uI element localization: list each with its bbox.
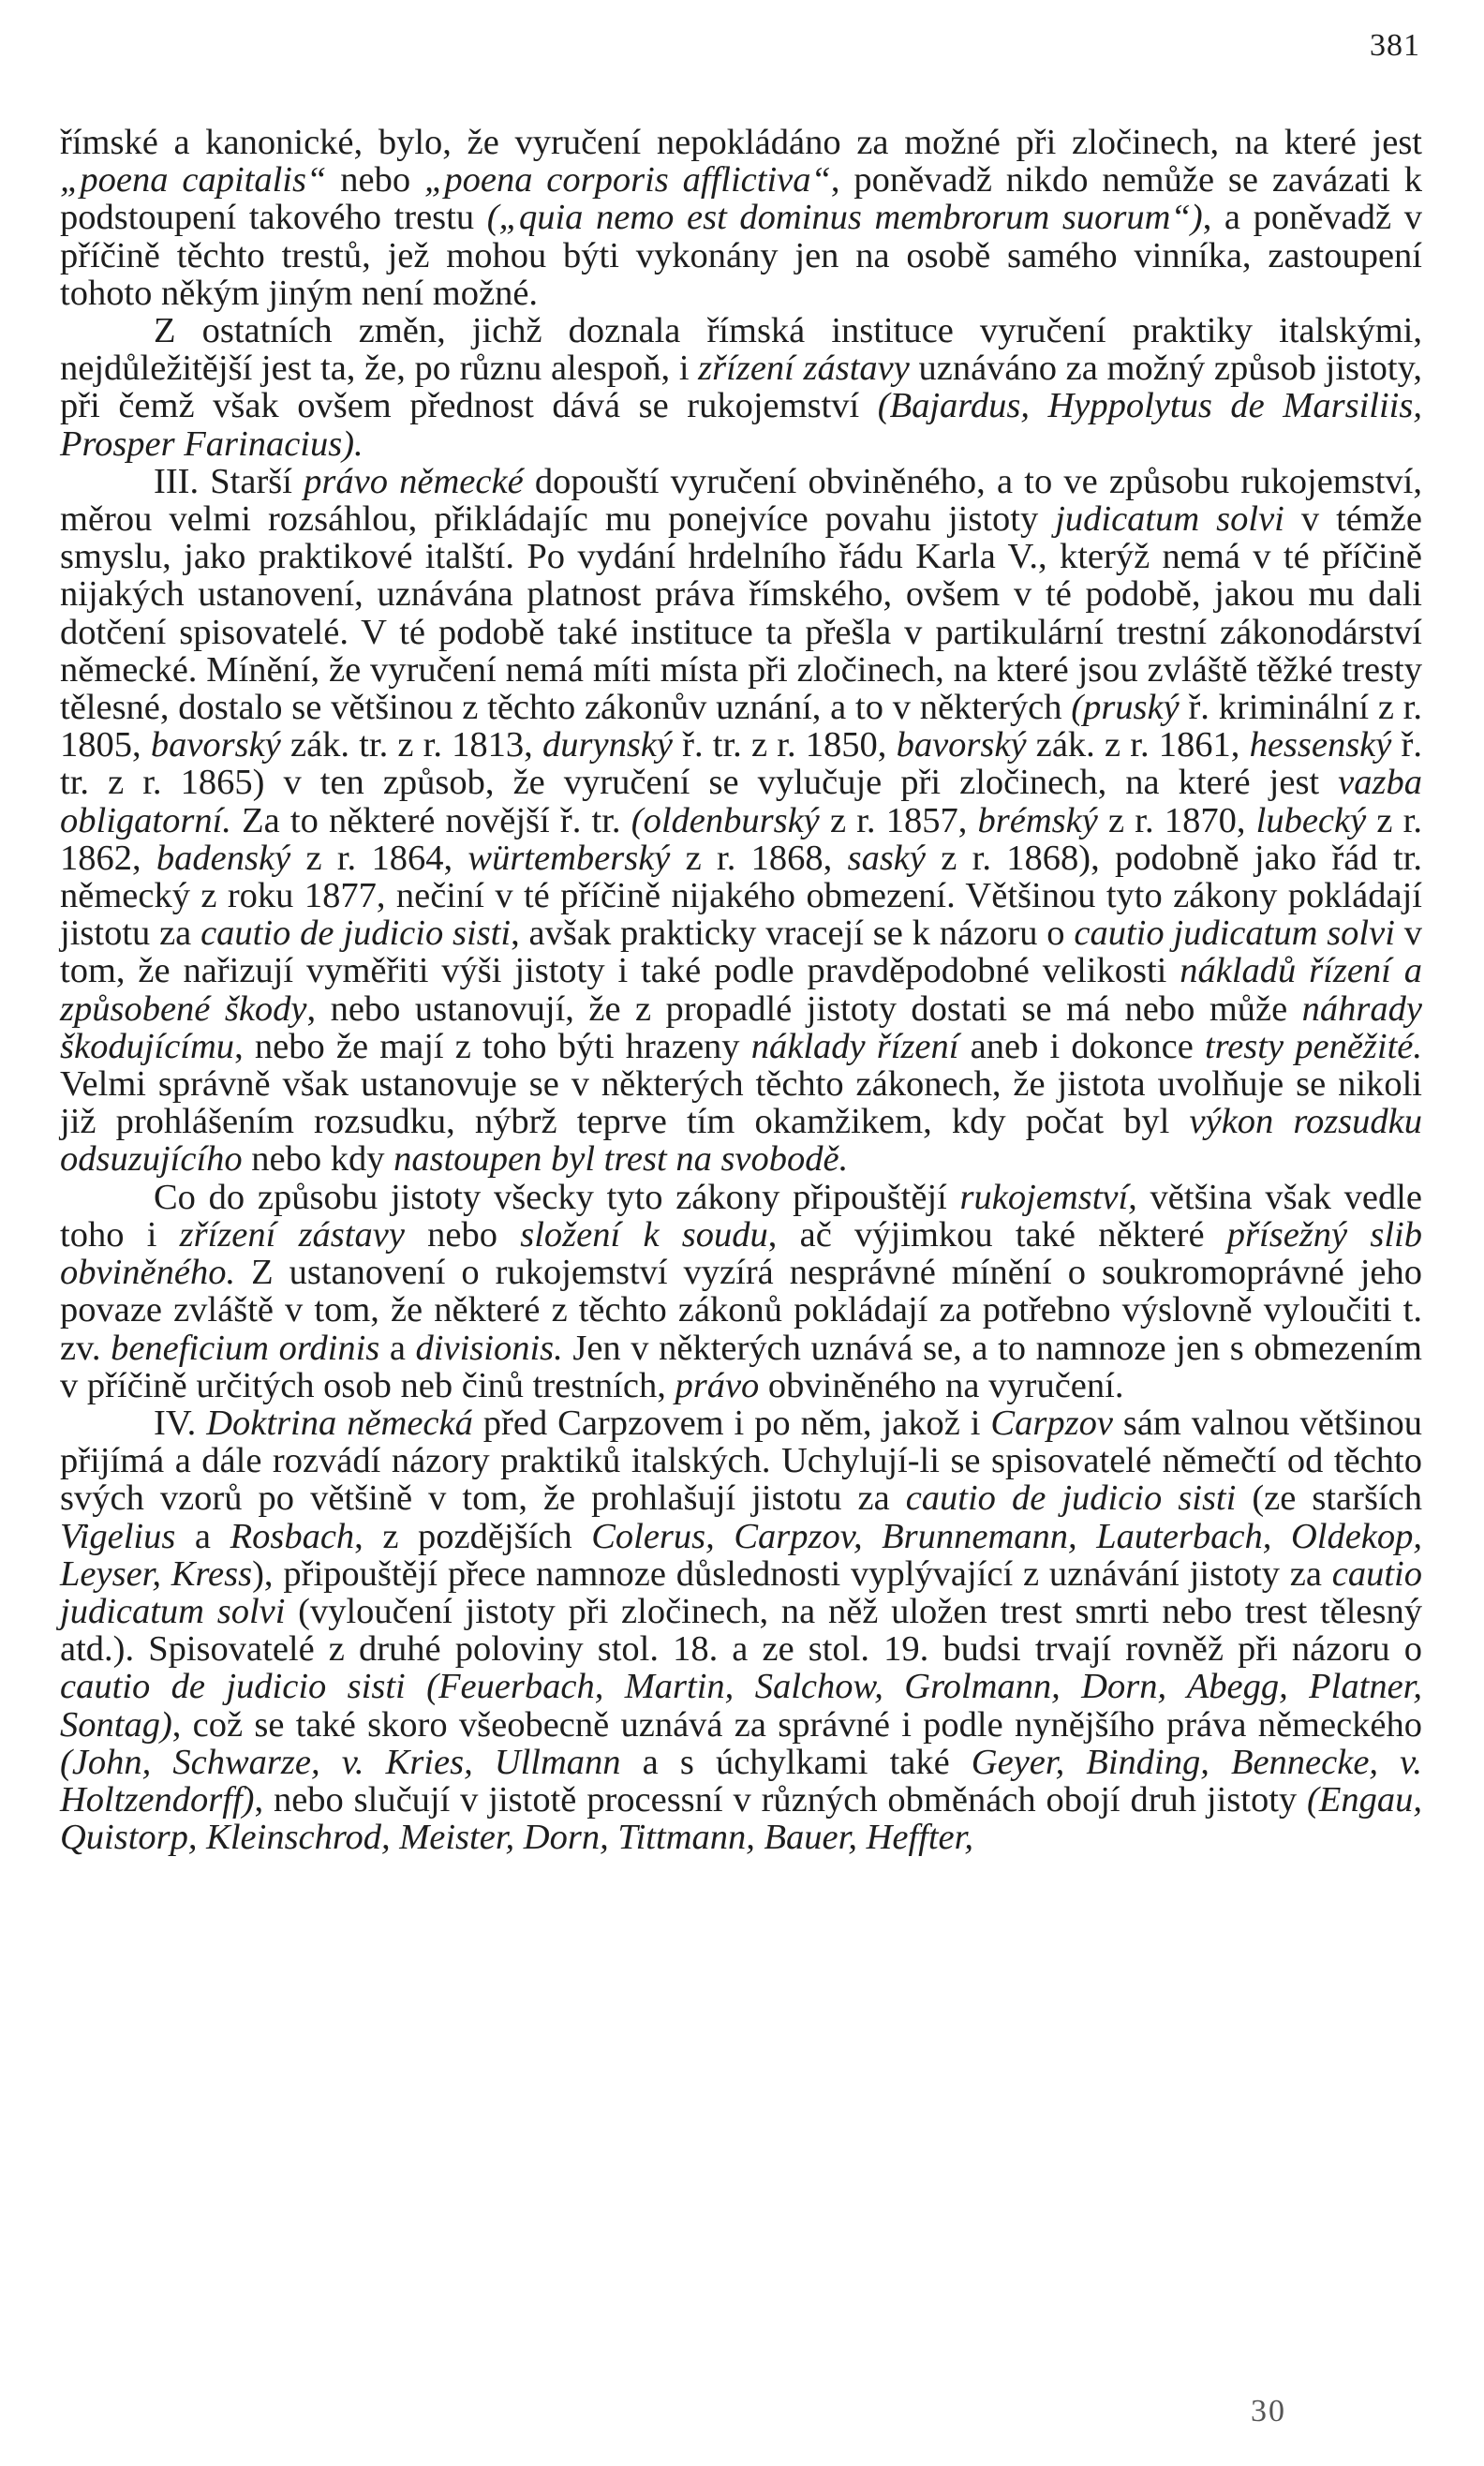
- text-run: ř. kriminální z r. 1805,: [60, 688, 1422, 765]
- italic-text: hessenský: [1249, 725, 1392, 765]
- italic-text: lubecký: [1255, 800, 1367, 840]
- text-run: a s úchylkami také: [620, 1742, 972, 1782]
- text-run: z r. 1864,: [290, 838, 468, 878]
- paragraph: [60, 312, 1422, 463]
- text-run: III. Starší: [154, 461, 304, 501]
- italic-text: vazba obligatorní.: [60, 763, 1422, 840]
- text-run: Velmi správně však ustanovuje se v některých těchto zákonech, že jistota uvolňuje se nikoli již prohlášením rozsudku, nýbrž teprve tím okamžikem, kdy počat byl: [60, 1064, 1422, 1142]
- italic-text: výkon rozsudku odsuzujícího: [60, 1102, 1423, 1180]
- text-run: IV.: [154, 1403, 207, 1443]
- text-run: z r. 1870,: [1097, 800, 1256, 840]
- italic-text: badenský: [156, 838, 291, 878]
- italic-text: právo německé: [304, 461, 524, 501]
- text-run: Za to některé novější ř. tr.: [230, 800, 631, 840]
- text-run: , nebo ustanovují, že z propadlé jistoty dostati se má nebo může: [306, 988, 1302, 1029]
- text-run: , poněvadž nikdo nemůže se zavázati k podstoupení takového trestu: [60, 160, 1423, 238]
- italic-text: judicatum solvi: [1055, 499, 1284, 540]
- text-run: z r. 1868), podobně jako řád tr. německý z roku 1877, nečiní v té příčině nijakého obmezení. Většinou tyto zákony pokládají jistotu za: [60, 838, 1422, 954]
- text-run: obviněného na vyručení.: [759, 1365, 1124, 1405]
- text-run: většina však vedle toho i: [60, 1177, 1422, 1255]
- text-run: (vyloučení jistoty při zločinech, na něž uložen trest smrti nebo trest tělesný atd.). Spisovatelé z druhé poloviny stol. 18. a ze stol. 19. budsi trvají rovněž při názoru o: [60, 1591, 1422, 1670]
- italic-text: bavorský: [150, 725, 281, 765]
- italic-text: náhrady škodujícímu: [60, 988, 1422, 1066]
- text-run: , což se také skoro všeobecně uznává za správné i podle nynějšího práva německého: [171, 1704, 1422, 1745]
- text-run: v témže smyslu, jako praktikové italští. Po vydání hrdelního řádu Karla V., kterýž nemá v té příčině nijakých ustanovení, uznávána platnost práva římského, ovšem v té podobě, jakou mu dali dotčení spisovatelé. V té podobě také instituce ta přešla v partikulární trestní zákonodárství německé. Mínění, že vyručení nemá míti místa při zločinech, na které jsou zvláště těžké tresty tělesné, dostalo se většinou z těchto zákonův uznání, a to v některých: [60, 499, 1422, 728]
- text-run: ř. tr. z r. 1865) v ten způsob, že vyručení se vylučuje při zločinech, na které jest: [60, 725, 1423, 803]
- italic-text: brémský: [977, 800, 1098, 840]
- italic-text: würtemberský: [467, 838, 671, 878]
- italic-text: cautio judicatum solvi: [1074, 914, 1395, 954]
- text-run: , a poněvadž v příčině těchto trestů, jež mohou býti vykonány jen na osobě samého vinníka, zastoupení tohoto někým jiným není možné.: [60, 198, 1423, 313]
- italic-text: právo: [675, 1365, 760, 1405]
- italic-text: Rosbach: [230, 1516, 355, 1556]
- italic-text: (John, Schwarze, v. Kries, Ullmann: [60, 1742, 621, 1782]
- italic-text: Carpzov: [990, 1403, 1113, 1443]
- italic-text: beneficium ordinis: [111, 1328, 380, 1368]
- text-run: a: [175, 1516, 230, 1556]
- italic-text: nákladů řízení a způsobené škody: [60, 951, 1422, 1029]
- italic-text: přísežný slib obviněného.: [60, 1214, 1422, 1293]
- paragraph: [60, 1179, 1422, 1404]
- paragraph: [60, 124, 1422, 312]
- italic-text: „poena capitalis“: [60, 160, 327, 201]
- italic-text: „poena corporis afflictiva“: [423, 160, 831, 201]
- text-run: zák. z r. 1861,: [1026, 725, 1250, 765]
- page-number: 381: [1370, 28, 1420, 63]
- text-run: v tom, že nařizují vyměřiti výši jistoty i také podle pravděpodobné velikosti: [60, 914, 1422, 991]
- italic-text: divisionis.: [415, 1328, 563, 1368]
- italic-text: (Engau, Quistorp, Kleinschrod, Meister, Dorn, Tittmann, Bauer, Heffter,: [60, 1779, 1422, 1858]
- text-run: zák. tr. z r. 1813,: [280, 725, 542, 765]
- italic-text: nastoupen byl trest na svobodě.: [393, 1139, 849, 1180]
- italic-text: rukojemství,: [959, 1177, 1137, 1217]
- text-run: , ač výjimkou také některé: [767, 1214, 1227, 1255]
- italic-text: tresty peněžité.: [1204, 1026, 1422, 1066]
- text-run: (ze starších: [1236, 1478, 1422, 1519]
- text-run: , nebo slučují v jistotě processní v různých obměnách obojí druh jistoty: [254, 1779, 1308, 1820]
- text-run: Jen v některých uznává se, a to namnoze jen s obmezením v příčině určitých osob neb činů trestních,: [60, 1328, 1422, 1405]
- italic-text: zřízení zástavy: [179, 1214, 405, 1255]
- italic-text: cautio judicatum solvi: [60, 1553, 1422, 1631]
- italic-text: cautio de judicio sisti: [200, 914, 512, 954]
- italic-text: (Feuerbach, Martin, Salchow, Grolmann, Dorn, Abegg, Platner, Sontag): [60, 1667, 1422, 1745]
- text-run: Z ustanovení o rukojemství vyzírá nesprávné mínění o soukromoprávné jeho povaze zvláště v tom, že některé z těchto zákonů pokládají za potřebno výslovně vyloučiti t. zv.: [60, 1253, 1422, 1368]
- paragraph: [60, 1404, 1422, 1856]
- text-run: nebo kdy: [242, 1139, 394, 1180]
- italic-text: durynský: [542, 725, 673, 765]
- text-run: ), připouštějí přece namnoze důslednosti vyplývající z uznávání jistoty za: [252, 1553, 1332, 1594]
- italic-text: Vigelius: [60, 1516, 176, 1556]
- italic-text: („quia nemo est dominus membrorum suorum“): [486, 198, 1203, 238]
- text-run: nebo: [326, 160, 424, 201]
- text-run: , z pozdějších: [354, 1516, 592, 1556]
- text-run: Z ostatních změn, jichž doznala římská instituce vyručení praktiky italskými, nejdůležitější jest ta, že, po různu alespoň, i: [60, 311, 1422, 389]
- text-run: [406, 1667, 426, 1706]
- text-run: z r. 1862,: [60, 800, 1422, 878]
- italic-text: (pruský: [1071, 688, 1180, 728]
- text-run: Co do způsobu jistoty všecky tyto zákony připouštějí: [154, 1177, 960, 1217]
- text-run: sám valnou většinou přijímá a dále rozvádí názory praktiků italských. Uchylují-li se spisovatelé němečtí od těchto svých vzorů po většině v tom, že prohlašují jistotu za: [60, 1403, 1422, 1519]
- italic-text: cautio de judicio sisti: [60, 1667, 406, 1707]
- italic-text: Colerus, Carpzov, Brunnemann, Lauterbach, Oldekop, Leyser, Kress: [60, 1516, 1423, 1594]
- text-run: římské a kanonické, bylo, že vyručení nepokládáno za možné při zločinech, na které jest: [60, 123, 1422, 162]
- text-run: z r. 1868,: [670, 838, 848, 878]
- text-run: a: [379, 1328, 416, 1368]
- signature-mark: 30: [1251, 2394, 1286, 2429]
- italic-text: náklady řízení: [750, 1026, 959, 1066]
- text-run: ř. tr. z r. 1850,: [672, 725, 897, 765]
- italic-text: zřízení zástavy: [698, 349, 910, 389]
- text-run: z r. 1857,: [819, 800, 978, 840]
- text-run: aneb i dokonce: [958, 1026, 1205, 1066]
- italic-text: Geyer, Binding, Bennecke, v. Holtzendorff): [60, 1742, 1422, 1820]
- text-run: dopouští vyručení obviněného, a to ve způsobu rukojemství, měrou velmi rozsáhlou, přikládajíc mu ponejvíce povahu jistoty: [60, 461, 1422, 540]
- text-run: nebo: [404, 1214, 521, 1255]
- italic-text: (oldenburský: [631, 800, 820, 840]
- body-text: [60, 124, 1422, 1856]
- text-run: uznáváno za možný způsob jistoty, při čemž však ovšem přednost dává se rukojemství: [60, 349, 1422, 426]
- italic-text: saský: [847, 838, 926, 878]
- paragraph: [60, 463, 1422, 1179]
- text-run: před Carpzovem i po něm, jakož i: [472, 1403, 991, 1443]
- italic-text: (Bajardus, Hyppolytus de Marsiliis, Prosper Farinacius).: [60, 386, 1422, 464]
- text-run: , nebo že mají z toho býti hrazeny: [234, 1026, 751, 1066]
- italic-text: cautio de judicio sisti: [905, 1478, 1237, 1519]
- text-run: , avšak prakticky vracejí se k názoru o: [511, 914, 1075, 954]
- italic-text: složení k soudu: [520, 1214, 768, 1255]
- italic-text: Doktrina německá: [206, 1403, 473, 1443]
- italic-text: bavorský: [896, 725, 1027, 765]
